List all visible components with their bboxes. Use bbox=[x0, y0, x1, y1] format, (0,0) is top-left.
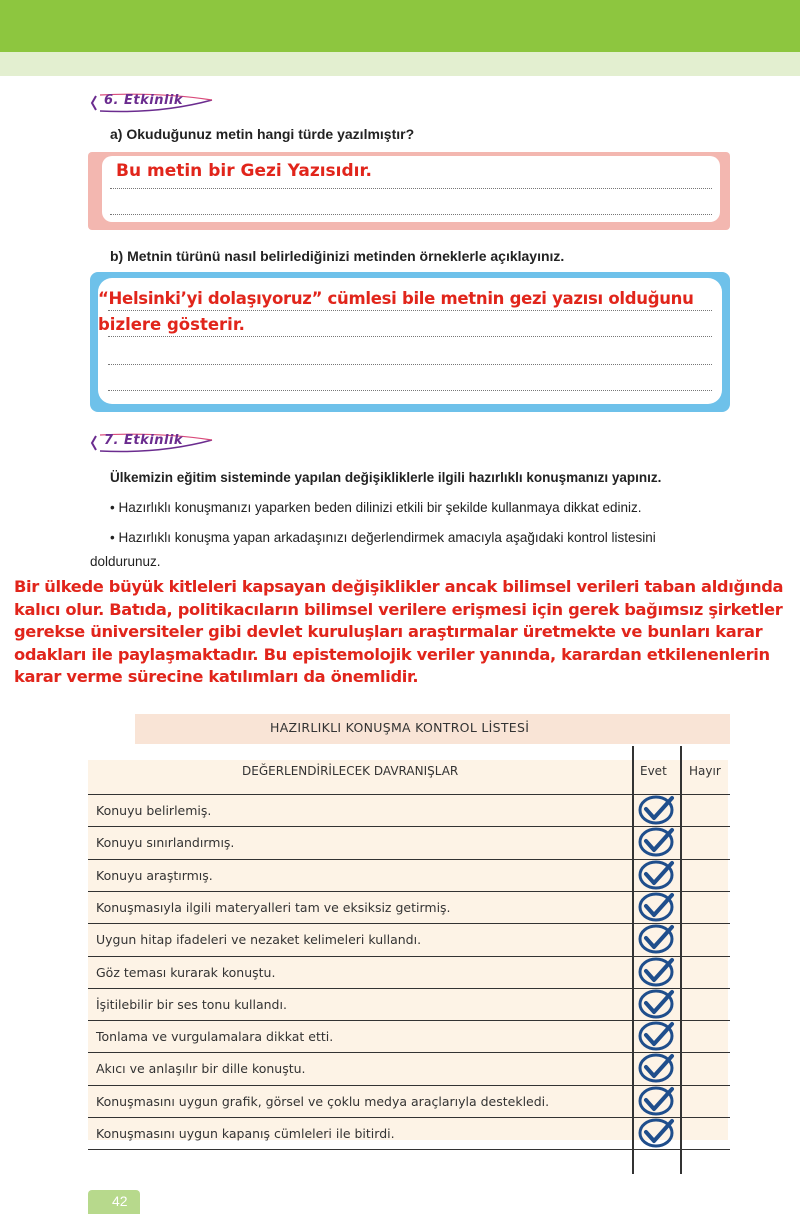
checklist-row-text: Konuyu belirlemiş. bbox=[96, 803, 212, 818]
row-divider bbox=[88, 826, 730, 827]
row-divider bbox=[88, 956, 730, 957]
activity-7-tag bbox=[90, 432, 220, 454]
speech-line: kalıcı olur. Batıda, politikacıların bilimsel verilere erişmesi için gerek bağımsız şirketler bbox=[14, 599, 783, 619]
activity-6-label: 6. Etkinlik bbox=[104, 93, 184, 108]
bullet-2: • Hazırlıklı konuşma yapan arkadaşınızı değerlendirmek amacıyla aşağıdaki kontrol listesini bbox=[110, 530, 656, 545]
column-divider bbox=[632, 746, 634, 1174]
checklist-row-text: Akıcı ve anlaşılır bir dille konuştu. bbox=[96, 1061, 306, 1077]
speech-line: karar verme sürecine katılımları da önemlidir. bbox=[14, 667, 419, 686]
row-divider bbox=[88, 859, 730, 860]
question-b: b) Metnin türünü nasıl belirlediğinizi metinden örneklerle açıklayınız. bbox=[110, 248, 565, 264]
answer-line bbox=[108, 364, 712, 365]
bullet-2-cont: doldurunuz. bbox=[90, 554, 161, 569]
question-a: a) Okuduğunuz metin hangi türde yazılmıştır? bbox=[110, 126, 415, 142]
row-divider bbox=[88, 1020, 730, 1021]
row-divider bbox=[88, 1085, 730, 1086]
checklist-row-text: Göz teması kurarak konuştu. bbox=[96, 964, 276, 980]
checklist-row-text: Konuşmasını uygun grafik, görsel ve çoklu medya araçlarıyla destekledi. bbox=[96, 1093, 550, 1109]
row-divider bbox=[88, 794, 730, 795]
checkmark-icon[interactable] bbox=[637, 827, 675, 857]
checkmark-icon[interactable] bbox=[637, 989, 675, 1019]
checklist-row-text: Konuşmasını uygun kapanış cümleleri ile bitirdi. bbox=[96, 1126, 395, 1141]
row-divider bbox=[88, 1052, 730, 1053]
checkmark-icon[interactable] bbox=[637, 1118, 675, 1148]
answer-line bbox=[110, 188, 712, 189]
checklist-row-text: Konuyu araştırmış. bbox=[96, 867, 213, 883]
checklist-row-text: Konuşmasıyla ilgili materyalleri tam ve eksiksiz getirmiş. bbox=[96, 899, 451, 915]
checklist-row-text: Konuyu sınırlandırmış. bbox=[96, 835, 235, 851]
checkmark-icon[interactable] bbox=[637, 795, 675, 825]
speech-line: odakları ile paylaşmaktadır. Bu epistemolojik veriler yanında, karardan etkilenenlerin bbox=[14, 644, 770, 664]
answer-a-text: Bu metin bir Gezi Yazısıdır. bbox=[116, 161, 372, 181]
checkmark-icon[interactable] bbox=[637, 1086, 675, 1116]
row-divider bbox=[88, 923, 730, 924]
speech-line: Bir ülkede büyük kitleleri kapsayan değişiklikler ancak bilimsel verileri taban aldığında bbox=[14, 577, 784, 596]
checklist-row-text: Tonlama ve vurgulamalara dikkat etti. bbox=[96, 1029, 334, 1045]
header-band bbox=[0, 0, 800, 52]
row-divider bbox=[88, 988, 730, 989]
answer-line bbox=[108, 310, 712, 311]
col-yes-header: Evet bbox=[640, 764, 667, 778]
speech-text bbox=[14, 576, 800, 689]
checklist-row-text: Uygun hitap ifadeleri ve nezaket kelimeleri kullandı. bbox=[96, 932, 422, 948]
answer-b-line-1: “Helsinki’yi dolaşıyoruz” cümlesi bile metnin gezi yazısı olduğunu bbox=[98, 289, 694, 308]
checkmark-icon[interactable] bbox=[637, 924, 675, 954]
checkmark-icon[interactable] bbox=[637, 892, 675, 922]
checkmark-icon[interactable] bbox=[637, 860, 675, 890]
row-divider bbox=[88, 891, 730, 892]
column-divider bbox=[680, 746, 682, 1174]
row-divider bbox=[88, 1149, 730, 1150]
checkmark-icon[interactable] bbox=[637, 1053, 675, 1083]
page-number: 42 bbox=[112, 1193, 128, 1209]
checklist-title: HAZIRLIKLI KONUŞMA KONTROL LİSTESİ bbox=[270, 720, 530, 735]
answer-line bbox=[108, 390, 712, 391]
activity-7-instruction: Ülkemizin eğitim sisteminde yapılan değişikliklerle ilgili hazırlıklı konuşmanızı yapınız. bbox=[110, 470, 662, 485]
answer-b-line-2: bizlere gösterir. bbox=[98, 315, 245, 334]
answer-line bbox=[108, 336, 712, 337]
col-no-header: Hayır bbox=[689, 764, 721, 778]
answer-line bbox=[110, 214, 712, 215]
row-divider bbox=[88, 1117, 730, 1118]
speech-line: gerekse üniversiteler gibi devlet kuruluşları araştırmalar üretmekte ve bunları karar bbox=[14, 622, 763, 641]
checkmark-icon[interactable] bbox=[637, 1021, 675, 1051]
col-behaviors-header: DEĞERLENDİRİLECEK DAVRANIŞLAR bbox=[242, 764, 459, 778]
bullet-1: • Hazırlıklı konuşmanızı yaparken beden dilinizi etkili bir şekilde kullanmaya dikkat ediniz. bbox=[110, 500, 642, 515]
checklist-row-text: İşitilebilir bir ses tonu kullandı. bbox=[96, 996, 287, 1012]
checkmark-icon[interactable] bbox=[637, 957, 675, 987]
header-band-light bbox=[0, 52, 800, 76]
activity-7-label: 7. Etkinlik bbox=[104, 433, 184, 448]
activity-6-tag bbox=[90, 92, 220, 114]
